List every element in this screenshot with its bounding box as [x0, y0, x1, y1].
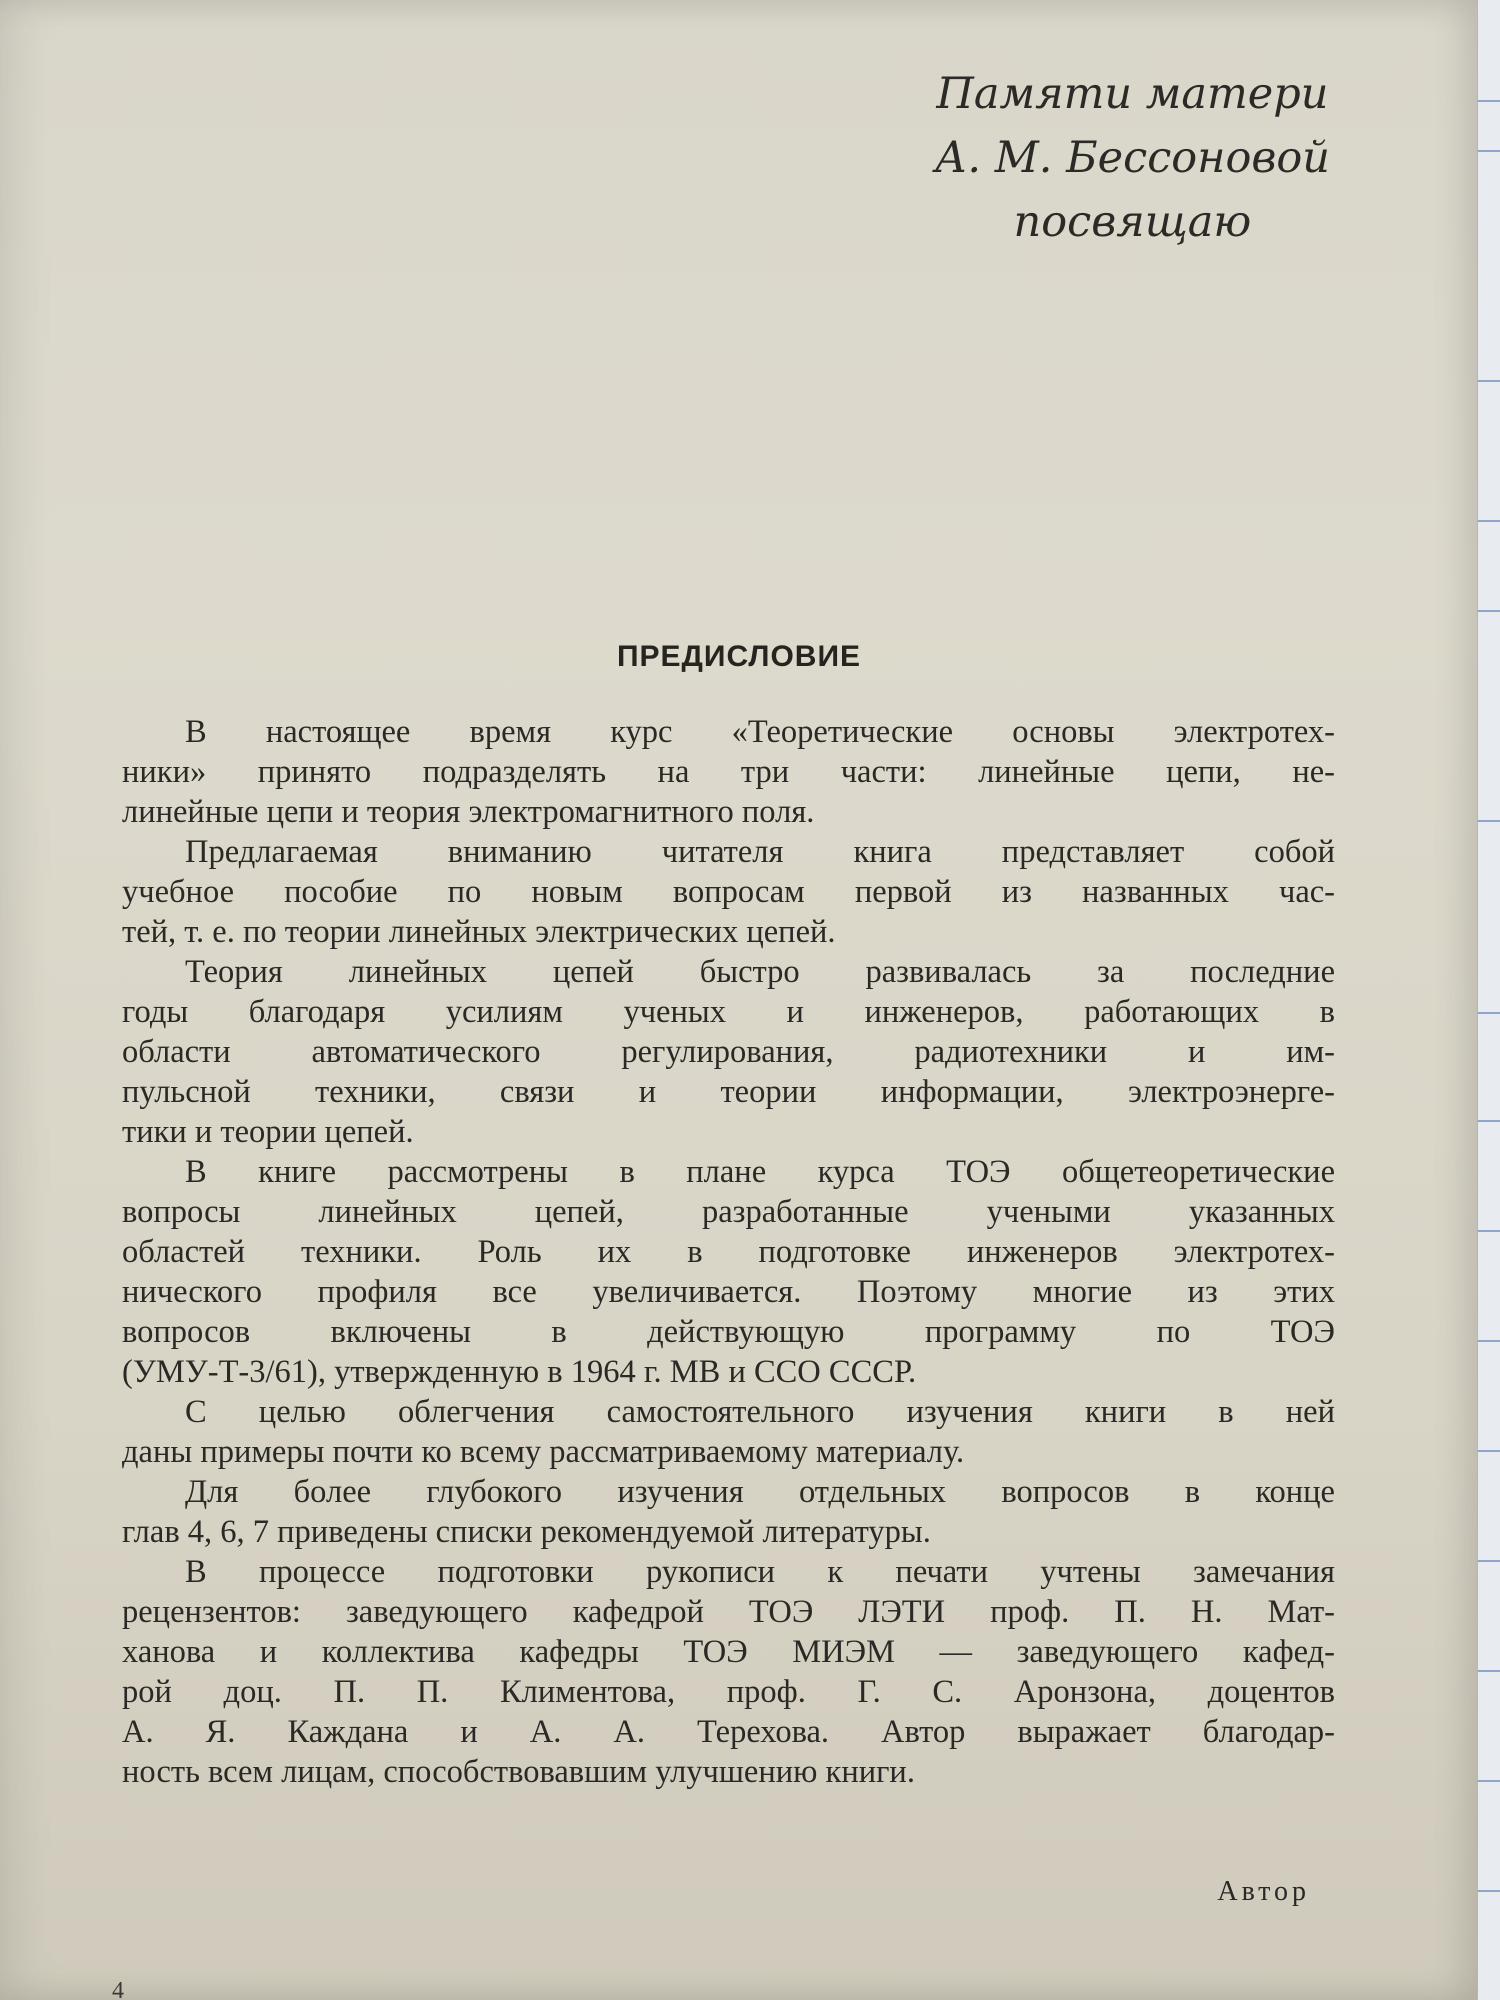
- text-line: пульсной техники, связи и теории информации, электроэнерге-: [122, 1074, 1335, 1110]
- text-line: областей техники. Роль их в подготовке инженеров электротех-: [122, 1234, 1335, 1270]
- page-number: 4: [112, 1978, 124, 2000]
- text-line: ханова и коллектива кафедры ТОЭ МИЭМ — заведующего кафед-: [122, 1634, 1335, 1670]
- text-line: годы благодаря усилиям ученых и инженеров, работающих в: [122, 994, 1335, 1030]
- paragraph: [122, 952, 1335, 1152]
- paragraph: [122, 1152, 1335, 1392]
- text-line: линейные цепи и теория электромагнитного поля.: [122, 794, 815, 830]
- text-line: Теория линейных цепей быстро развивалась за последние: [185, 954, 1335, 990]
- text-line: нического профиля все увеличивается. Поэтому многие из этих: [122, 1274, 1335, 1310]
- dedication: [935, 62, 1330, 254]
- preface-title: ПРЕДИСЛОВИЕ: [616, 640, 862, 673]
- text-line: учебное пособие по новым вопросам первой из названных час-: [122, 874, 1335, 910]
- text-line: ность всем лицам, способствовавшим улучшению книги.: [122, 1754, 915, 1790]
- text-line: С целью облегчения самостоятельного изучения книги в ней: [185, 1394, 1335, 1430]
- text-line: ники» принято подразделять на три части: линейные цепи, не-: [122, 754, 1335, 790]
- paragraph: [122, 1552, 1335, 1792]
- ruled-line: [1478, 610, 1500, 612]
- text-line: глав 4, 6, 7 приведены списки рекомендуемой литературы.: [122, 1514, 931, 1550]
- paragraph: [122, 712, 1335, 832]
- ruled-line: [1478, 1890, 1500, 1892]
- text-line: даны примеры почти ко всему рассматриваемому материалу.: [122, 1434, 965, 1470]
- ruled-line: [1478, 1120, 1500, 1122]
- dedication-line: посвящаю: [1013, 197, 1252, 247]
- preface-body: [122, 712, 1335, 1792]
- text-line: тики и теории цепей.: [122, 1114, 414, 1150]
- text-line: рой доц. П. П. Климентова, проф. Г. С. Аронзона, доцентов: [122, 1674, 1335, 1710]
- text-line: вопросы линейных цепей, разработанные учеными указанных: [122, 1194, 1335, 1230]
- author-signature: Автор: [1217, 1876, 1310, 1907]
- text-line: В процессе подготовки рукописи к печати учтены замечания: [185, 1554, 1335, 1590]
- text-line: рецензентов: заведующего кафедрой ТОЭ ЛЭТИ проф. П. Н. Мат-: [122, 1594, 1335, 1630]
- dedication-line: Памяти матери: [936, 69, 1329, 119]
- ruled-line: [1478, 820, 1500, 822]
- paragraph: [122, 1392, 1335, 1472]
- ruled-line: [1478, 1450, 1500, 1452]
- ruled-line: [1478, 380, 1500, 382]
- ruled-line: [1478, 100, 1500, 102]
- text-line: (УМУ-Т-3/61), утвержденную в 1964 г. МВ и ССО СССР.: [122, 1354, 917, 1390]
- ruled-line: [1478, 1780, 1500, 1782]
- ruled-line: [1478, 1230, 1500, 1232]
- ruled-line: [1478, 520, 1500, 522]
- text-line: В книге рассмотрены в плане курса ТОЭ общетеоретические: [185, 1154, 1335, 1190]
- dedication-line: А. М. Бессоновой: [934, 133, 1330, 183]
- ruled-line: [1478, 1670, 1500, 1672]
- ruled-line: [1478, 150, 1500, 152]
- text-line: области автоматического регулирования, радиотехники и им-: [122, 1034, 1335, 1070]
- ruled-line: [1478, 1012, 1500, 1014]
- paragraph: [122, 832, 1335, 952]
- text-line: А. Я. Каждана и А. А. Терехова. Автор выражает благодар-: [122, 1714, 1335, 1750]
- notebook-edge: [1477, 0, 1500, 2000]
- text-line: вопросов включены в действующую программу по ТОЭ: [122, 1314, 1335, 1350]
- paragraph: [122, 1472, 1335, 1552]
- text-line: Предлагаемая вниманию читателя книга представляет собой: [185, 834, 1335, 870]
- ruled-line: [1478, 1560, 1500, 1562]
- text-line: Для более глубокого изучения отдельных вопросов в конце: [185, 1474, 1335, 1510]
- text-line: тей, т. е. по теории линейных электрических цепей.: [122, 914, 836, 950]
- ruled-line: [1478, 1340, 1500, 1342]
- text-line: В настоящее время курс «Теоретические основы электротех-: [185, 714, 1335, 750]
